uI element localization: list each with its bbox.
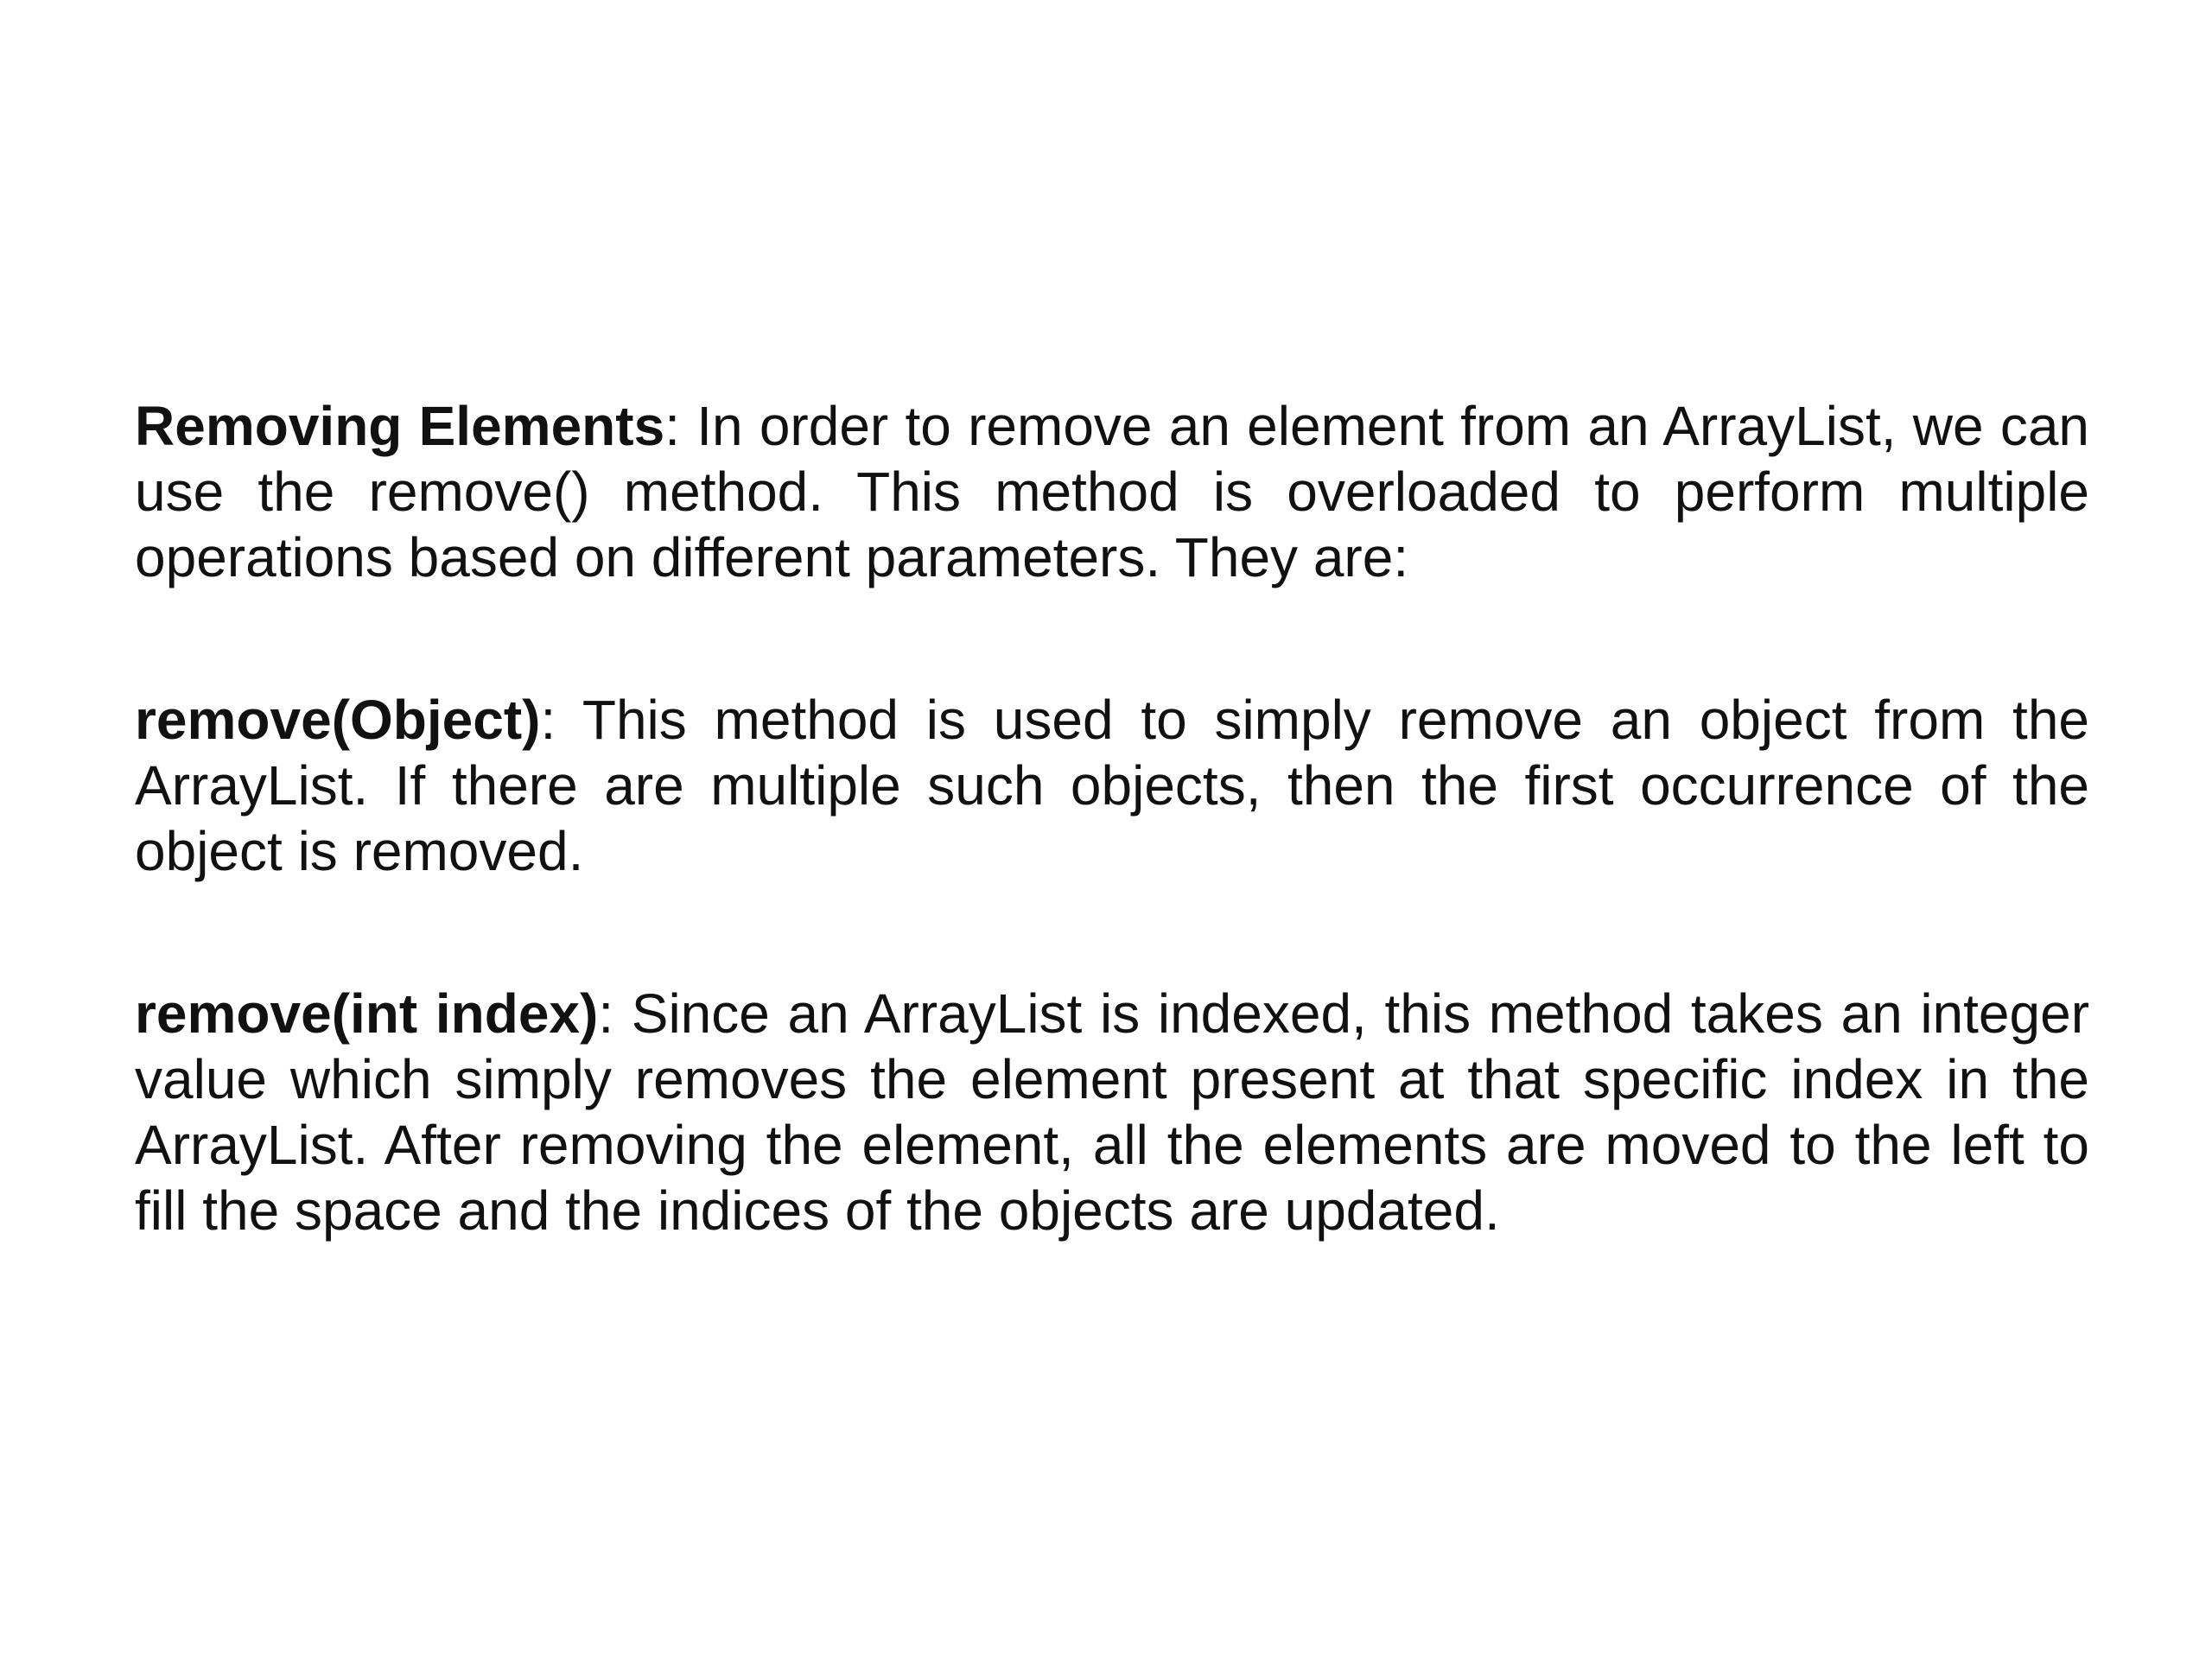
slide-body <box>135 393 2089 1243</box>
text-remove-object: : This method is used to simply remove an object from the ArrayList. If there are multiple such objects, then the first occurrence of the object is removed. <box>135 689 2089 882</box>
term-remove-object: remove(Object) <box>135 689 541 751</box>
text-removing-elements: : In order to remove an element from an ArrayList, we can use the remove() method. This method is overloaded to perform multiple operations based on different parameters. They are: <box>135 395 2090 588</box>
term-remove-index: remove(int index) <box>135 982 599 1045</box>
paragraph-removing-elements <box>135 393 2089 590</box>
paragraph-remove-index <box>135 981 2089 1243</box>
text-remove-index: : Since an ArrayList is indexed, this method takes an integer value which simply removes the element present at that specific index in the ArrayList. After removing the element, all the elements are moved to the left to fill the space and the indices of the objects are updated. <box>135 982 2089 1242</box>
paragraph-remove-object <box>135 687 2089 884</box>
term-removing-elements: Removing Elements <box>135 395 665 457</box>
